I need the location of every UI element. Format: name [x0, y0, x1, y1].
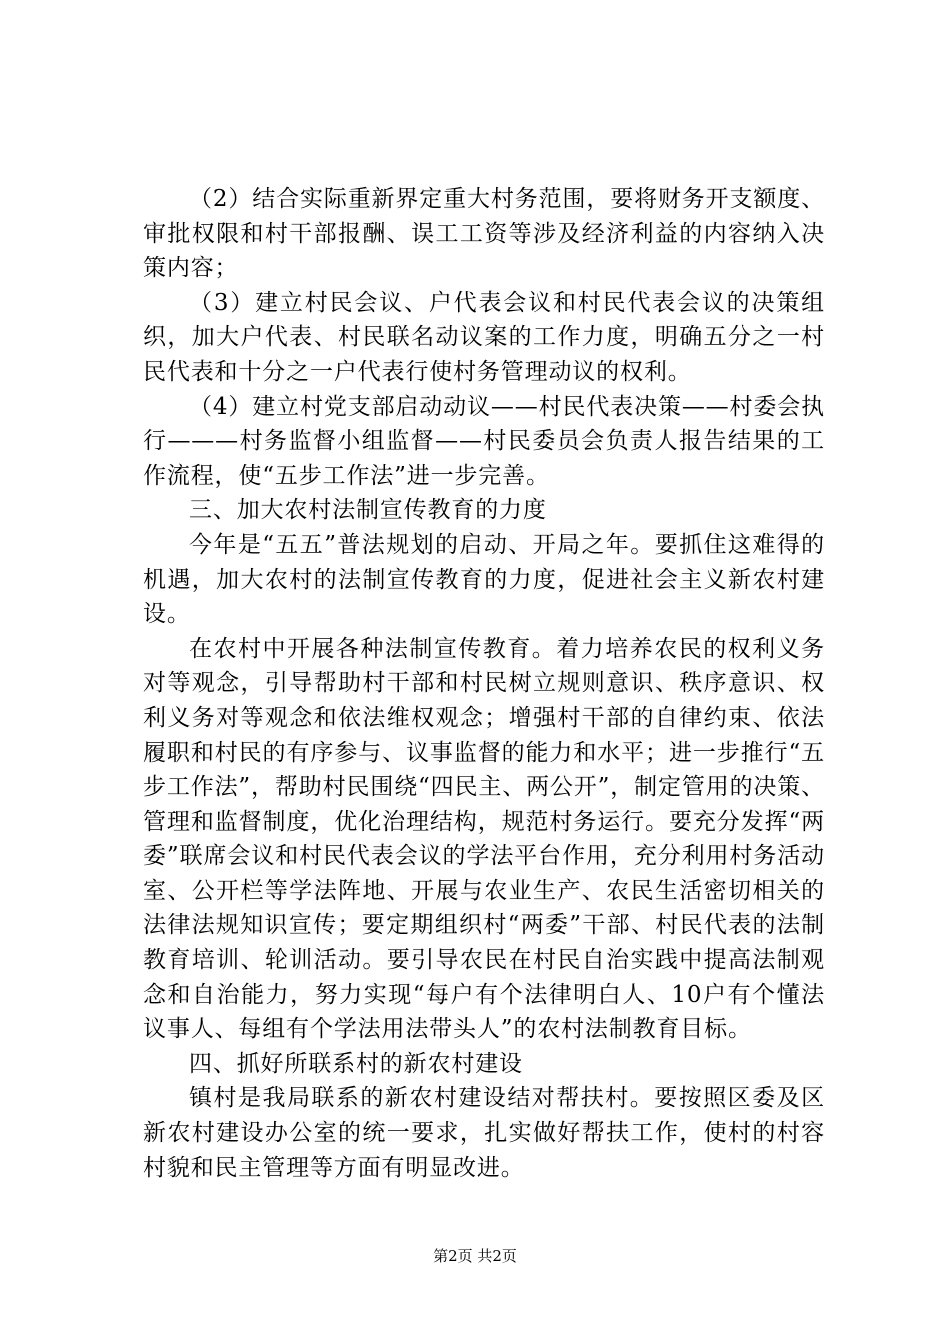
paragraph-legal-education: 在农村中开展各种法制宣传教育。着力培养农民的权利义务对等观念，引导帮助村干部和村民树立规则意识、秩序意识、权利义务对等观念和依法维权观念；增强村干部的自律约束、依法履职和村民的有序参与、议事监督的能力和水平；进一步推行“五步工作法”，帮助村民围绕“四民主、两公开”，制定管用的决策、管理和监督制度，优化治理结构，规范村务运行。要充分发挥“两委”联席会议和村民代表会议的学法平台作用，充分利用村务活动室、公开栏等学法阵地、开展与农业生产、农民生活密切相关的法律法规知识宣传；要定期组织村“两委”干部、村民代表的法制教育培训、轮训活动。要引导农民在村民自治实践中提高法制观念和自治能力，努力实现“每户有个法律明白人、10户有个懂法议事人、每组有个学法用法带头人”的农村法制教育目标。: [143, 635, 825, 1043]
paragraph-village-construction: 镇村是我局联系的新农村建设结对帮扶村。要按照区委及区新农村建设办公室的统一要求，扎实做好帮扶工作，使村的村容村貌和民主管理等方面有明显改进。: [143, 1085, 825, 1181]
paragraph-item-2: （2）结合实际重新界定重大村务范围，要将财务开支额度、审批权限和村干部报酬、误工工资等涉及经济利益的内容纳入决策内容；: [143, 186, 825, 282]
section-heading-3: 三、加大农村法制宣传教育的力度: [189, 497, 547, 524]
section-heading-4: 四、抓好所联系村的新农村建设: [189, 1050, 523, 1077]
paragraph-item-3: （3）建立村民会议、户代表会议和村民代表会议的决策组织，加大户代表、村民联名动议案的工作力度，明确五分之一村民代表和十分之一户代表行使村务管理动议的权利。: [143, 289, 825, 385]
page-number-footer: 第2页 共2页: [433, 1247, 517, 1265]
paragraph-intro: 今年是“五五”普法规划的启动、开局之年。要抓住这难得的机遇，加大农村的法制宣传教育的力度，促进社会主义新农村建设。: [143, 531, 825, 628]
document-body: [143, 182, 825, 1185]
paragraph-item-4: （4）建立村党支部启动动议——村民代表决策——村委会执行———村务监督小组监督——村民委员会负责人报告结果的工作流程，使“五步工作法”进一步完善。: [143, 393, 825, 489]
